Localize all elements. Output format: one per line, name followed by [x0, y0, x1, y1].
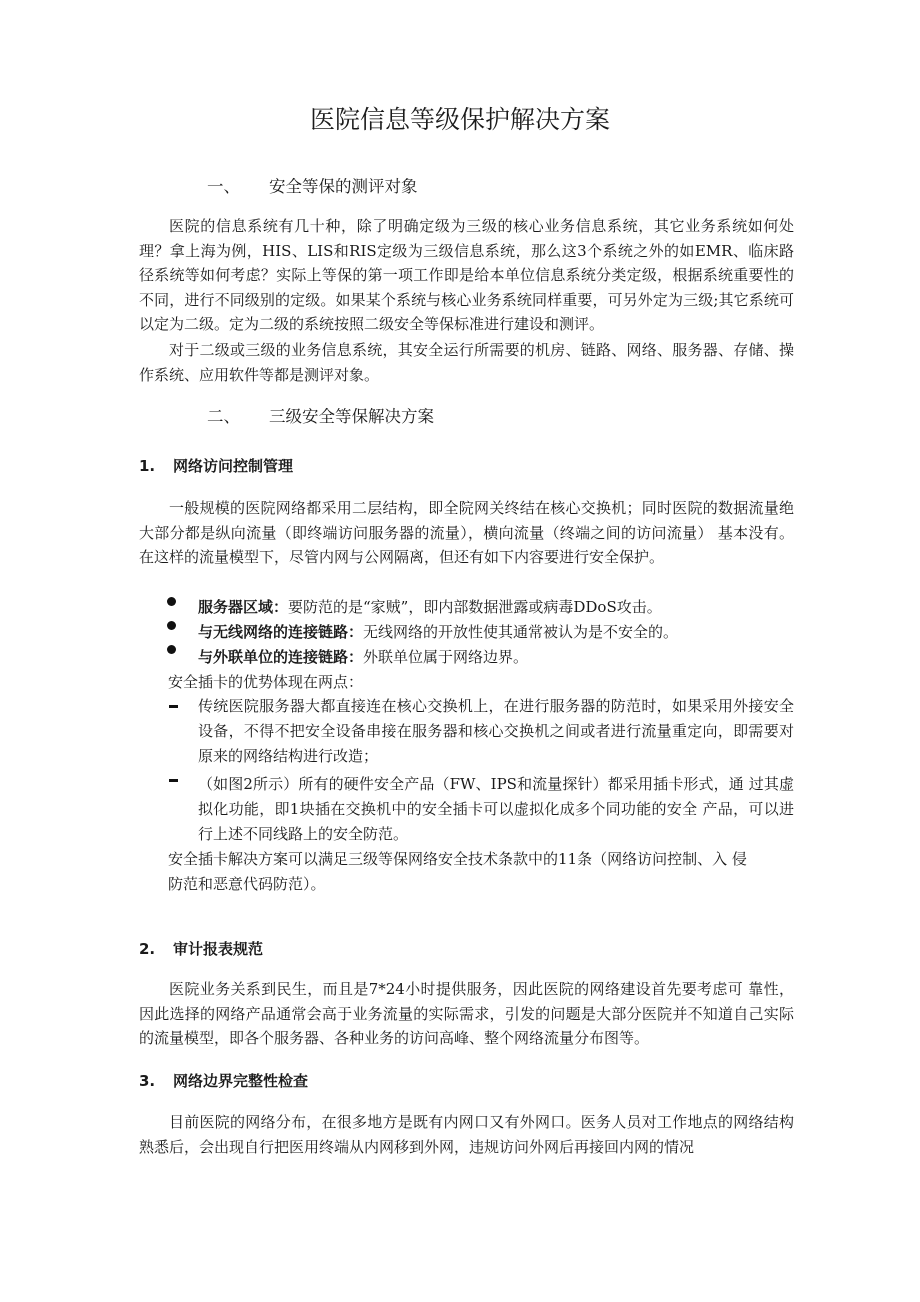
bullet-label: 服务器区域： — [198, 598, 289, 616]
bullet-label: 与外联单位的连接链路： — [198, 648, 364, 666]
bullet-body: 要防范的是“家贼”，即内部数据泄露或病毒DDoS攻击。 — [288, 598, 662, 616]
subsection-title: 网络访问控制管理 — [173, 457, 294, 475]
paragraph: 目前医院的网络分布，在很多地方是既有内网口又有外网口。医务人员对工作地点的网络结构熟悉后，会出现自行把医用终端从内网移到外网，违规访问外网后再接回内网的情况 — [139, 1113, 794, 1156]
section-title: 安全等保的测评对象 — [269, 177, 418, 196]
subsection-title: 网络边界完整性检查 — [173, 1072, 309, 1090]
bullet-item — [198, 595, 662, 620]
dash-icon — [169, 705, 178, 708]
paragraph: 一般规模的医院网络都采用二层结构，即全院网关终结在核心交换机；同时医院的数据流量绝大部分都是纵向流量（即终端访问服务器的流量），横向流量（终端之间的访问流量） 基本没有。在这样的流量模型下，尽管内网与公网隔离，但还有如下内容要进行安全保护。 — [139, 499, 794, 566]
dash-item: 传统医院服务器大都直接连在核心交换机上，在进行服务器的防范时，如果采用外接安全设备，不得不把安全设备串接在服务器和核心交换机之间或者进行流量重定向，即需要对原来的网络结构进行改造； — [198, 697, 794, 765]
bullet-label: 与无线网络的连接链路： — [198, 623, 364, 641]
section-number: 二、 — [207, 407, 240, 426]
section-number: 一、 — [207, 177, 240, 196]
advantage-intro: 安全插卡的优势体现在两点： — [168, 673, 364, 691]
bullet-icon — [167, 597, 176, 606]
section-1-heading — [207, 175, 418, 199]
conclusion-line: 安全插卡解决方案可以满足三级等保网络安全技术条款中的11条（网络访问控制、入 侵 — [168, 850, 747, 868]
paragraph: 对于二级或三级的业务信息系统，其安全运行所需要的机房、链路、网络、服务器、存储、操作系统、应用软件等都是测评对象。 — [139, 341, 794, 384]
section-2-heading — [207, 405, 434, 429]
subsection-2-heading — [139, 938, 263, 960]
subsection-number: 1. — [139, 457, 156, 475]
bullet-item — [198, 620, 678, 645]
dash-item: （如图2所示）所有的硬件安全产品（FW、IPS和流量探针）都采用插卡形式，通 过其虚拟化功能，即1块插在交换机中的安全插卡可以虚拟化成多个同功能的安全 产品，可以进行上述不同线路上的安全防范。 — [198, 775, 794, 843]
document-title: 医院信息等级保护解决方案 — [309, 105, 610, 134]
section-title: 三级安全等保解决方案 — [269, 407, 434, 426]
bullet-icon — [167, 645, 176, 654]
conclusion-line: 防范和恶意代码防范）。 — [168, 875, 326, 893]
bullet-body: 无线网络的开放性使其通常被认为是不安全的。 — [363, 623, 679, 641]
dash-icon — [169, 779, 178, 782]
paragraph: 医院的信息系统有几十种，除了明确定级为三级的核心业务信息系统，其它业务系统如何处理？拿上海为例，HIS、LIS和RIS定级为三级信息系统，那么这3个系统之外的如EMR、临床路径系统等如何考虑？实际上等保的第一项工作即是给本单位信息系统分类定级，根据系统重要性的不同，进行不同级别的定级。如果某个系统与核心业务系统同样重要，可另外定为三级;其它系统可以定为二级。定为二级的系统按照二级安全等保标准进行建设和测评。 — [139, 217, 794, 333]
bullet-body: 外联单位属于网络边界。 — [363, 648, 529, 666]
bullet-icon — [167, 621, 176, 630]
subsection-3-heading — [139, 1070, 308, 1092]
paragraph: 医院业务关系到民生，而且是7*24小时提供服务，因此医院的网络建设首先要考虑可 靠性，因此选择的网络产品通常会高于业务流量的实际需求，引发的问题是大部分医院并不知道自己实际的流量模型，即各个服务器、各种业务的访问高峰、整个网络流量分布图等。 — [139, 980, 794, 1047]
bullet-item — [198, 645, 528, 670]
subsection-number: 2. — [139, 940, 156, 958]
subsection-title: 审计报表规范 — [173, 940, 264, 958]
subsection-1-heading — [139, 455, 293, 477]
subsection-number: 3. — [139, 1072, 156, 1090]
